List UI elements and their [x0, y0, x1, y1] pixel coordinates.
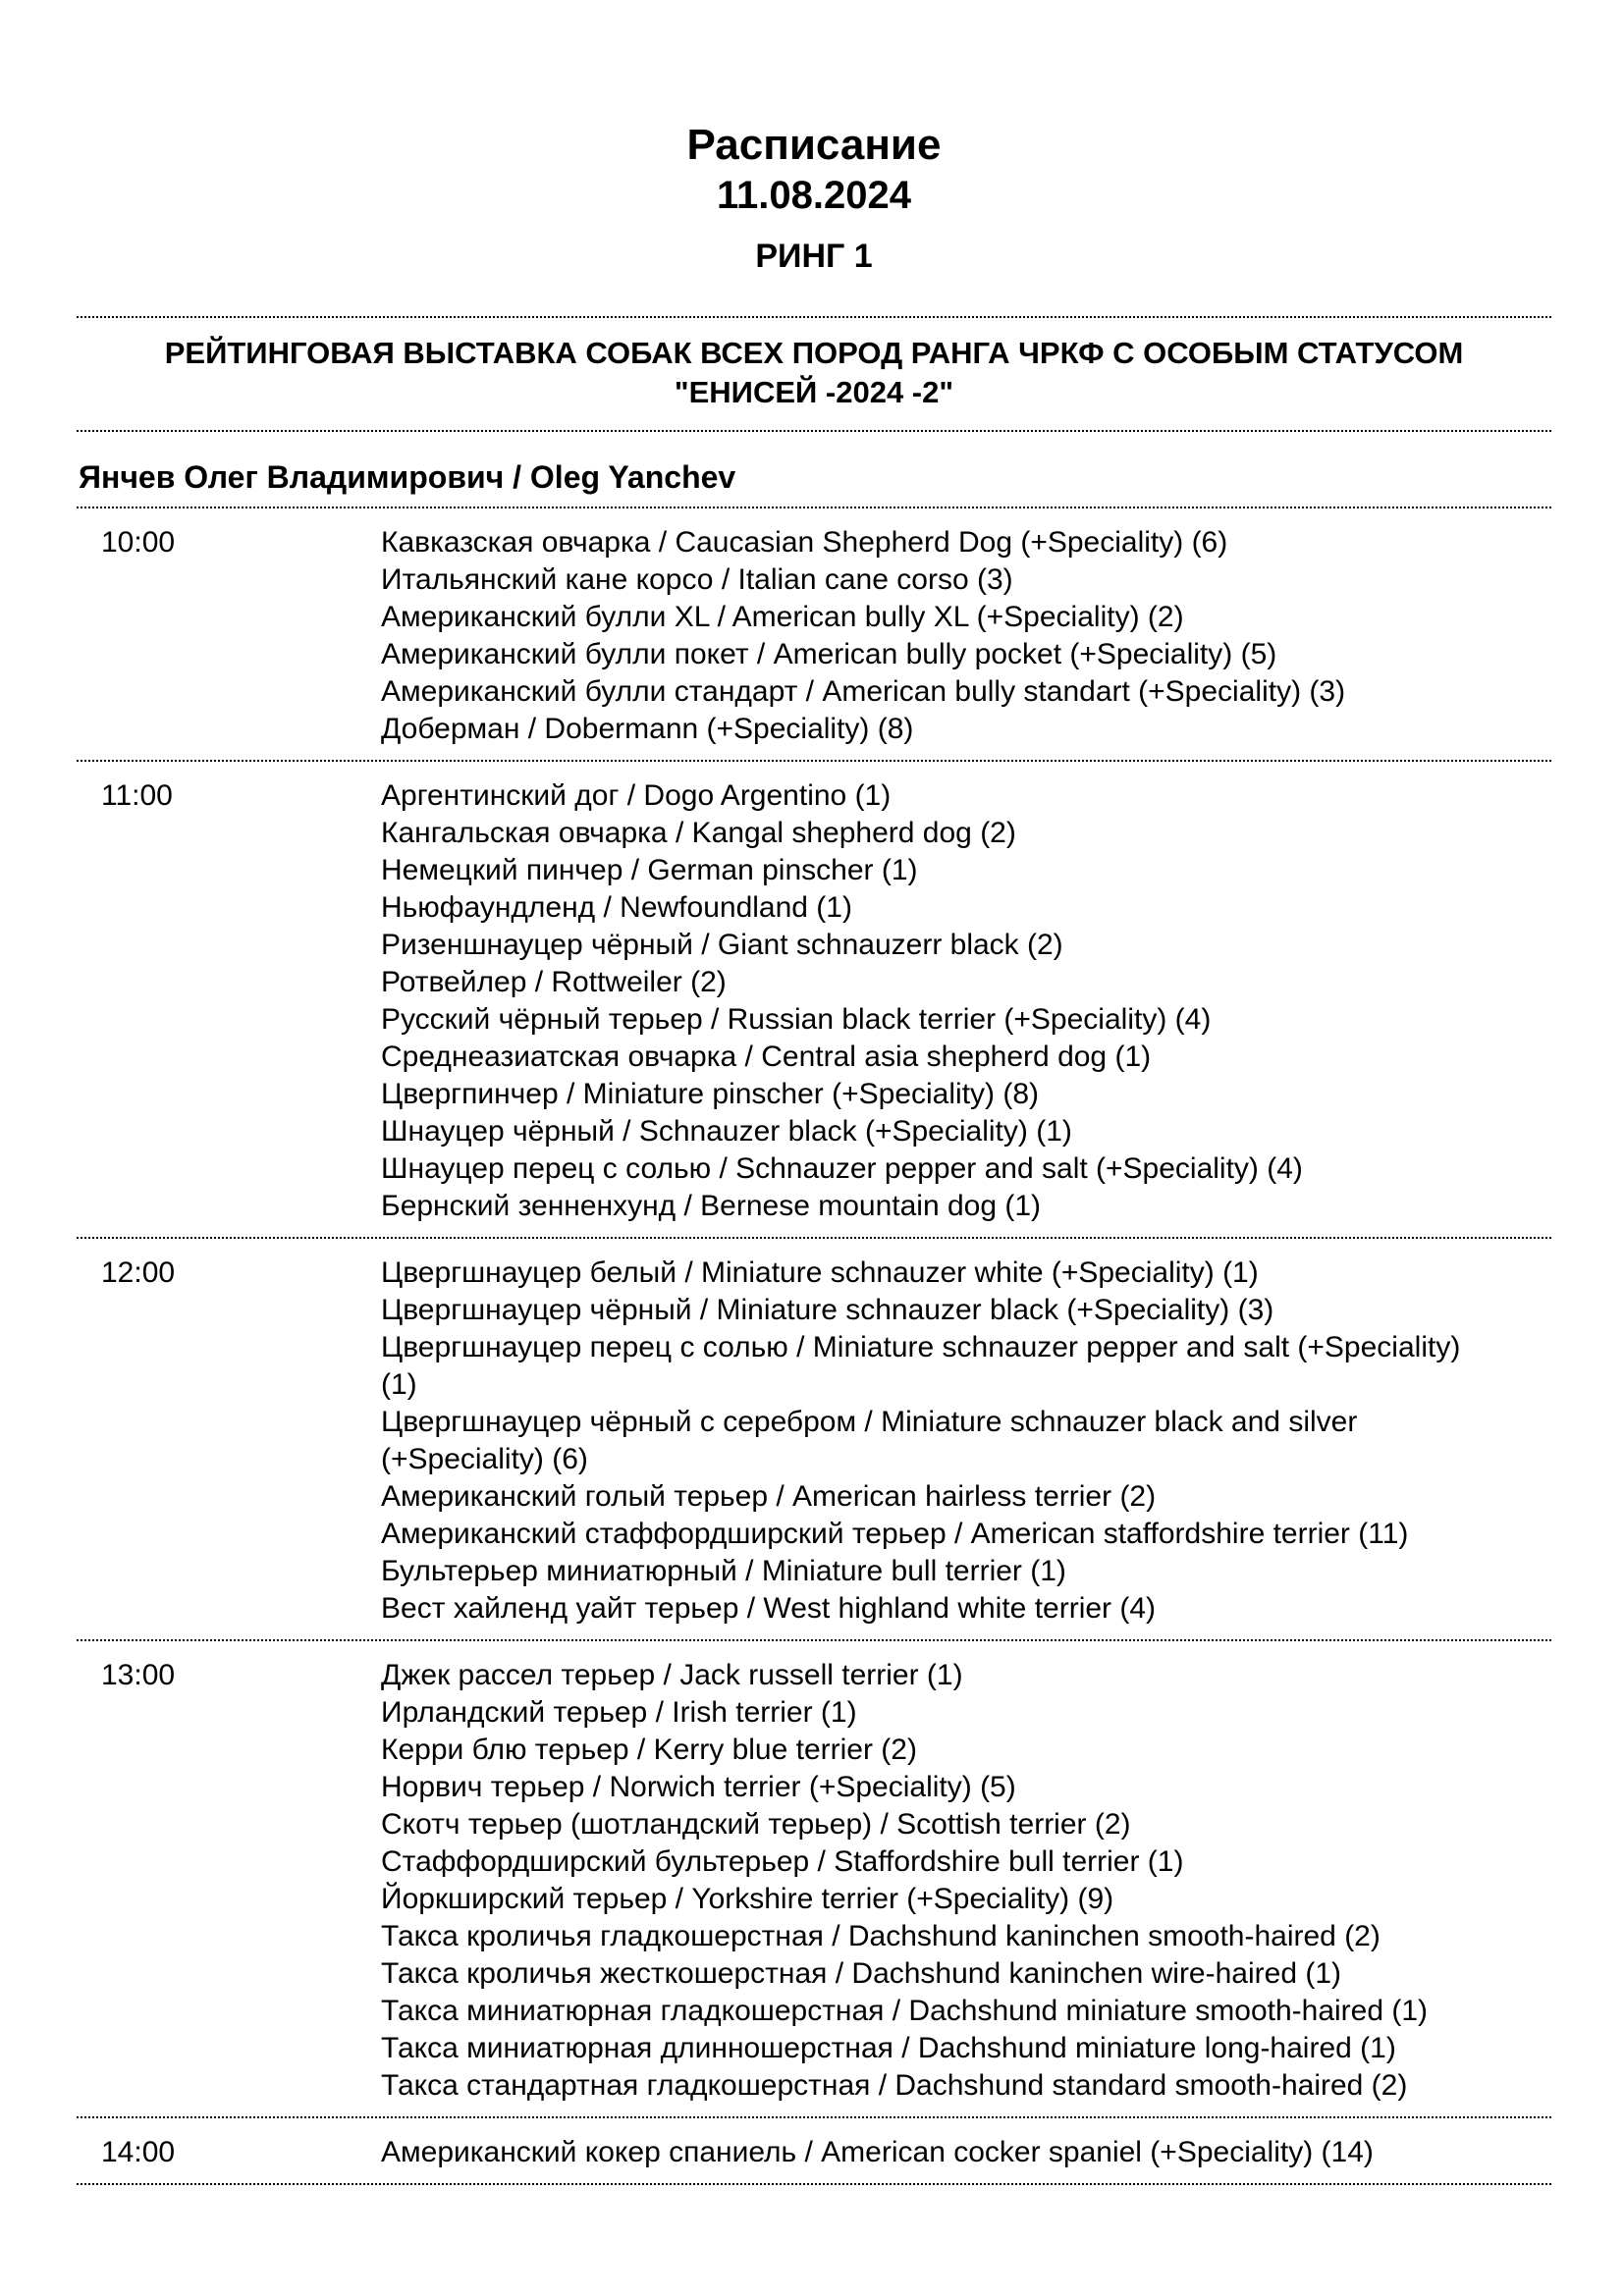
judge-name: Янчев Олег Владимирович / Oleg Yanchev	[79, 459, 736, 495]
schedule-row	[77, 1641, 1551, 2116]
breed-entry: Американский булли XL / American bully XL (+Speciality) (2)	[381, 601, 1184, 633]
document-content	[77, 0, 1551, 2185]
title-block	[77, 0, 1551, 277]
breed-entry: Среднеазиатская овчарка / Central asia shepherd dog (1)	[381, 1041, 1152, 1073]
breed-entry: Норвич терьер / Norwich terrier (+Speciality) (5)	[381, 1771, 1016, 1803]
breed-entry: Такса миниатюрная длинношерстная / Dachshund miniature long-haired (1)	[381, 2032, 1396, 2064]
breed-entry: Стаффордширский бультерьер / Staffordshire bull terrier (1)	[381, 1845, 1184, 1878]
ring-heading: РИНГ 1	[755, 238, 873, 275]
breed-entry: Кангальская овчарка / Kangal shepherd dog (2)	[381, 817, 1016, 849]
breed-entry: Американский булли покет / American bully pocket (+Speciality) (5)	[381, 638, 1277, 670]
breed-entry: Бультерьер миниатюрный / Miniature bull terrier (1)	[381, 1555, 1066, 1587]
breed-entry: Доберман / Dobermann (+Speciality) (8)	[381, 713, 914, 745]
breed-entry: Американский голый терьер / American hairless terrier (2)	[381, 1480, 1157, 1513]
row-time: 11:00	[101, 779, 173, 812]
breed-entry: Цвергпинчер / Miniature pinscher (+Speciality) (8)	[381, 1078, 1040, 1110]
breed-entry: Цвергшнауцер чёрный с серебром / Miniature schnauzer black and silver (+Speciality) (6)	[381, 1406, 1358, 1475]
show-header	[77, 318, 1551, 430]
breed-entry: Такса кроличья гладкошерстная / Dachshund kaninchen smooth-haired (2)	[381, 1920, 1380, 1952]
row-time: 14:00	[101, 2136, 176, 2168]
row-time: 13:00	[101, 1659, 176, 1691]
breed-entry: Цвергшнауцер перец с солью / Miniature schnauzer pepper and salt (+Speciality) (1)	[381, 1331, 1461, 1401]
show-name-line2: "ЕНИСЕЙ -2024 -2"	[674, 375, 954, 409]
document-title: Расписание	[686, 121, 942, 169]
breed-entry: Немецкий пинчер / German pinscher (1)	[381, 854, 918, 886]
breed-entry: Такса стандартная гладкошерстная / Dachshund standard smooth-haired (2)	[381, 2069, 1408, 2102]
breed-entry: Шнауцер чёрный / Schnauzer black (+Speciality) (1)	[381, 1115, 1072, 1148]
row-breeds-list	[381, 2134, 1500, 2171]
breed-entry: Американский кокер спаниель / American cocker spaniel (+Speciality) (14)	[381, 2136, 1374, 2168]
row-breeds-list	[381, 1657, 1500, 2105]
row-time: 10:00	[101, 526, 176, 559]
breed-entry: Американский булли стандарт / American bully standart (+Speciality) (3)	[381, 675, 1346, 708]
breed-entry: Вест хайленд уайт терьер / West highland white terrier (4)	[381, 1592, 1157, 1625]
breed-entry: Бернский зенненхунд / Bernese mountain dog (1)	[381, 1190, 1042, 1222]
document-date: 11.08.2024	[717, 174, 911, 217]
breed-entry: Ньюфаундленд / Newfoundland (1)	[381, 891, 852, 924]
breed-entry: Скотч терьер (шотландский терьер) / Scottish terrier (2)	[381, 1808, 1131, 1841]
breed-entry: Йоркширский терьер / Yorkshire terrier (+Speciality) (9)	[381, 1883, 1114, 1915]
dashed-separator	[77, 2183, 1551, 2185]
schedule-row	[77, 1239, 1551, 1639]
breed-entry: Американский стаффордширский терьер / American staffordshire terrier (11)	[381, 1518, 1409, 1550]
breed-entry: Русский чёрный терьер / Russian black terrier (+Speciality) (4)	[381, 1003, 1212, 1036]
row-breeds-list	[381, 777, 1500, 1225]
breed-entry: Такса кроличья жесткошерстная / Dachshund kaninchen wire-haired (1)	[381, 1957, 1342, 1990]
breed-entry: Керри блю терьер / Kerry blue terrier (2)	[381, 1734, 917, 1766]
breed-entry: Аргентинский дог / Dogo Argentino (1)	[381, 779, 892, 812]
breed-entry: Джек рассел терьер / Jack russell terrier (1)	[381, 1659, 963, 1691]
row-breeds-list	[381, 524, 1500, 748]
breed-entry: Ротвейлер / Rottweiler (2)	[381, 966, 727, 998]
row-breeds-list	[381, 1255, 1500, 1628]
schedule-row	[77, 762, 1551, 1237]
show-name-line1: РЕЙТИНГОВАЯ ВЫСТАВКА СОБАК ВСЕХ ПОРОД РАНГА ЧРКФ С ОСОБЫМ СТАТУСОМ	[164, 336, 1464, 370]
schedule-row	[77, 508, 1551, 760]
breed-entry: Кавказская овчарка / Caucasian Shepherd Dog (+Speciality) (6)	[381, 526, 1228, 559]
schedule-table	[77, 508, 1551, 2185]
breed-entry: Цвергшнауцер белый / Miniature schnauzer white (+Speciality) (1)	[381, 1256, 1259, 1289]
breed-entry: Ирландский терьер / Irish terrier (1)	[381, 1696, 857, 1729]
breed-entry: Ризеншнауцер чёрный / Giant schnauzerr black (2)	[381, 929, 1063, 961]
breed-entry: Цвергшнауцер чёрный / Miniature schnauzer black (+Speciality) (3)	[381, 1294, 1274, 1326]
schedule-row	[77, 2118, 1551, 2183]
breed-entry: Итальянский кане корсо / Italian cane corso (3)	[381, 563, 1013, 596]
row-time: 12:00	[101, 1256, 176, 1289]
breed-entry: Такса миниатюрная гладкошерстная / Dachshund miniature smooth-haired (1)	[381, 1995, 1429, 2027]
breed-entry: Шнауцер перец с солью / Schnauzer pepper and salt (+Speciality) (4)	[381, 1152, 1303, 1185]
